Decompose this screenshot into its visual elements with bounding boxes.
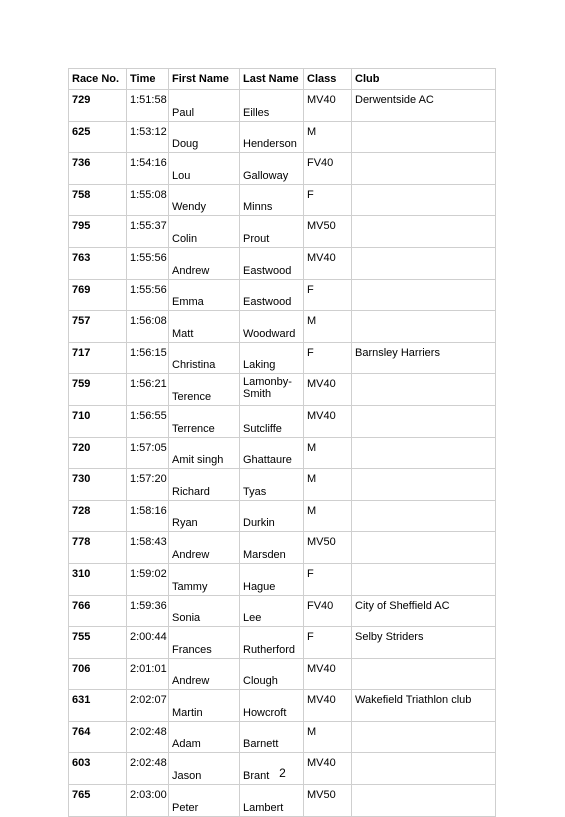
- finish-time-cell: 2:02:48: [127, 753, 169, 785]
- header-last-name: Last Name: [240, 69, 304, 90]
- first-name-cell: Sonia: [169, 595, 240, 627]
- finish-time-cell: 1:56:08: [127, 311, 169, 343]
- first-name-cell: Terence: [169, 374, 240, 406]
- table-row: [69, 184, 496, 216]
- table-row: [69, 216, 496, 248]
- club-cell: [352, 247, 496, 279]
- club-cell: [352, 184, 496, 216]
- finish-time-cell: 1:51:58: [127, 90, 169, 122]
- class-cell: MV40: [304, 658, 352, 690]
- table-row: [69, 721, 496, 753]
- race-number-cell: 717: [69, 342, 127, 374]
- table-body: [69, 90, 496, 817]
- finish-time-cell: 2:03:00: [127, 785, 169, 817]
- race-number-cell: 765: [69, 785, 127, 817]
- last-name-cell: Brant: [240, 753, 304, 785]
- class-cell: MV50: [304, 785, 352, 817]
- club-cell: Selby Striders: [352, 627, 496, 659]
- club-cell: [352, 658, 496, 690]
- last-name-cell: Lamonby-​Smith: [240, 374, 304, 406]
- table-row: [69, 153, 496, 185]
- table-row: [69, 595, 496, 627]
- class-cell: F: [304, 184, 352, 216]
- race-number-cell: 631: [69, 690, 127, 722]
- race-number-cell: 795: [69, 216, 127, 248]
- first-name-cell: Martin: [169, 690, 240, 722]
- race-number-cell: 720: [69, 437, 127, 469]
- header-row: [69, 69, 496, 90]
- class-cell: F: [304, 563, 352, 595]
- class-cell: MV40: [304, 690, 352, 722]
- race-number-cell: 769: [69, 279, 127, 311]
- club-cell: [352, 437, 496, 469]
- table-row: [69, 437, 496, 469]
- first-name-cell: Andrew: [169, 658, 240, 690]
- club-cell: Wakefield Triathlon club: [352, 690, 496, 722]
- class-cell: MV50: [304, 216, 352, 248]
- last-name-cell: Tyas: [240, 469, 304, 501]
- finish-time-cell: 1:58:43: [127, 532, 169, 564]
- class-cell: F: [304, 342, 352, 374]
- finish-time-cell: 1:59:36: [127, 595, 169, 627]
- class-cell: MV50: [304, 532, 352, 564]
- last-name-cell: Rutherford: [240, 627, 304, 659]
- table-row: [69, 374, 496, 406]
- race-number-cell: 710: [69, 405, 127, 437]
- finish-time-cell: 1:58:16: [127, 500, 169, 532]
- table-row: [69, 405, 496, 437]
- race-number-cell: 736: [69, 153, 127, 185]
- page-number: 2: [279, 766, 286, 780]
- race-number-cell: 764: [69, 721, 127, 753]
- club-cell: [352, 279, 496, 311]
- club-cell: [352, 563, 496, 595]
- table-row: [69, 627, 496, 659]
- class-cell: MV40: [304, 753, 352, 785]
- finish-time-cell: 1:54:16: [127, 153, 169, 185]
- race-number-cell: 625: [69, 121, 127, 153]
- club-cell: [352, 121, 496, 153]
- table-row: [69, 563, 496, 595]
- first-name-cell: Amit singh: [169, 437, 240, 469]
- club-cell: Derwentside AC: [352, 90, 496, 122]
- finish-time-cell: 2:02:07: [127, 690, 169, 722]
- race-number-cell: 755: [69, 627, 127, 659]
- first-name-cell: Andrew: [169, 247, 240, 279]
- last-name-cell: Ghattaure: [240, 437, 304, 469]
- first-name-cell: Peter: [169, 785, 240, 817]
- first-name-cell: Christina: [169, 342, 240, 374]
- last-name-cell: Eastwood: [240, 247, 304, 279]
- table-row: [69, 311, 496, 343]
- club-cell: Barnsley Harriers: [352, 342, 496, 374]
- table-row: [69, 500, 496, 532]
- first-name-cell: Emma: [169, 279, 240, 311]
- first-name-cell: Lou: [169, 153, 240, 185]
- first-name-cell: Doug: [169, 121, 240, 153]
- finish-time-cell: 2:01:01: [127, 658, 169, 690]
- finish-time-cell: 1:59:02: [127, 563, 169, 595]
- header-first-name: First Name: [169, 69, 240, 90]
- last-name-cell: Lee: [240, 595, 304, 627]
- table-row: [69, 279, 496, 311]
- table-row: [69, 247, 496, 279]
- last-name-cell: Laking: [240, 342, 304, 374]
- header-time: Time: [127, 69, 169, 90]
- first-name-cell: Colin: [169, 216, 240, 248]
- class-cell: M: [304, 437, 352, 469]
- header-race-no: Race No.: [69, 69, 127, 90]
- class-cell: MV40: [304, 405, 352, 437]
- last-name-cell: Minns: [240, 184, 304, 216]
- club-cell: City of Sheffield AC: [352, 595, 496, 627]
- race-number-cell: 758: [69, 184, 127, 216]
- class-cell: FV40: [304, 595, 352, 627]
- last-name-cell: Galloway: [240, 153, 304, 185]
- finish-time-cell: 1:55:56: [127, 279, 169, 311]
- table-row: [69, 658, 496, 690]
- first-name-cell: Terrence: [169, 405, 240, 437]
- class-cell: M: [304, 469, 352, 501]
- club-cell: [352, 405, 496, 437]
- finish-time-cell: 1:55:08: [127, 184, 169, 216]
- finish-time-cell: 1:53:12: [127, 121, 169, 153]
- finish-time-cell: 1:56:21: [127, 374, 169, 406]
- finish-time-cell: 2:00:44: [127, 627, 169, 659]
- race-number-cell: 763: [69, 247, 127, 279]
- race-number-cell: 766: [69, 595, 127, 627]
- race-number-cell: 603: [69, 753, 127, 785]
- first-name-cell: Wendy: [169, 184, 240, 216]
- first-name-cell: Adam: [169, 721, 240, 753]
- class-cell: MV40: [304, 90, 352, 122]
- race-number-cell: 728: [69, 500, 127, 532]
- club-cell: [352, 785, 496, 817]
- last-name-cell: Sutcliffe: [240, 405, 304, 437]
- table-row: [69, 532, 496, 564]
- class-cell: M: [304, 121, 352, 153]
- finish-time-cell: 1:56:55: [127, 405, 169, 437]
- first-name-cell: Ryan: [169, 500, 240, 532]
- last-name-cell: Howcroft: [240, 690, 304, 722]
- table-row: [69, 785, 496, 817]
- club-cell: [352, 532, 496, 564]
- club-cell: [352, 469, 496, 501]
- club-cell: [352, 153, 496, 185]
- finish-time-cell: 1:56:15: [127, 342, 169, 374]
- race-number-cell: 730: [69, 469, 127, 501]
- class-cell: M: [304, 500, 352, 532]
- first-name-cell: Frances: [169, 627, 240, 659]
- class-cell: MV40: [304, 247, 352, 279]
- first-name-cell: Tammy: [169, 563, 240, 595]
- last-name-cell: Hague: [240, 563, 304, 595]
- last-name-cell: Clough: [240, 658, 304, 690]
- table-row: [69, 690, 496, 722]
- table-row: [69, 90, 496, 122]
- table-row: [69, 469, 496, 501]
- race-number-cell: 778: [69, 532, 127, 564]
- last-name-cell: Henderson: [240, 121, 304, 153]
- last-name-cell: Barnett: [240, 721, 304, 753]
- header-club: Club: [352, 69, 496, 90]
- results-table: [68, 68, 496, 817]
- table-header: [69, 69, 496, 90]
- last-name-cell: Woodward: [240, 311, 304, 343]
- club-cell: [352, 374, 496, 406]
- club-cell: [352, 311, 496, 343]
- last-name-cell: Eilles: [240, 90, 304, 122]
- class-cell: FV40: [304, 153, 352, 185]
- last-name-cell: Prout: [240, 216, 304, 248]
- finish-time-cell: 1:55:56: [127, 247, 169, 279]
- race-number-cell: 729: [69, 90, 127, 122]
- header-class: Class: [304, 69, 352, 90]
- first-name-cell: Jason: [169, 753, 240, 785]
- finish-time-cell: 1:57:05: [127, 437, 169, 469]
- race-number-cell: 757: [69, 311, 127, 343]
- finish-time-cell: 1:55:37: [127, 216, 169, 248]
- finish-time-cell: 2:02:48: [127, 721, 169, 753]
- first-name-cell: Andrew: [169, 532, 240, 564]
- last-name-cell: Durkin: [240, 500, 304, 532]
- race-number-cell: 310: [69, 563, 127, 595]
- race-number-cell: 759: [69, 374, 127, 406]
- club-cell: [352, 721, 496, 753]
- first-name-cell: Paul: [169, 90, 240, 122]
- race-number-cell: 706: [69, 658, 127, 690]
- table-row: [69, 121, 496, 153]
- class-cell: MV40: [304, 374, 352, 406]
- last-name-cell: Lambert: [240, 785, 304, 817]
- first-name-cell: Richard: [169, 469, 240, 501]
- club-cell: [352, 500, 496, 532]
- table-row: [69, 342, 496, 374]
- class-cell: F: [304, 279, 352, 311]
- finish-time-cell: 1:57:20: [127, 469, 169, 501]
- last-name-cell: Eastwood: [240, 279, 304, 311]
- last-name-cell: Marsden: [240, 532, 304, 564]
- club-cell: [352, 216, 496, 248]
- first-name-cell: Matt: [169, 311, 240, 343]
- class-cell: M: [304, 721, 352, 753]
- class-cell: F: [304, 627, 352, 659]
- class-cell: M: [304, 311, 352, 343]
